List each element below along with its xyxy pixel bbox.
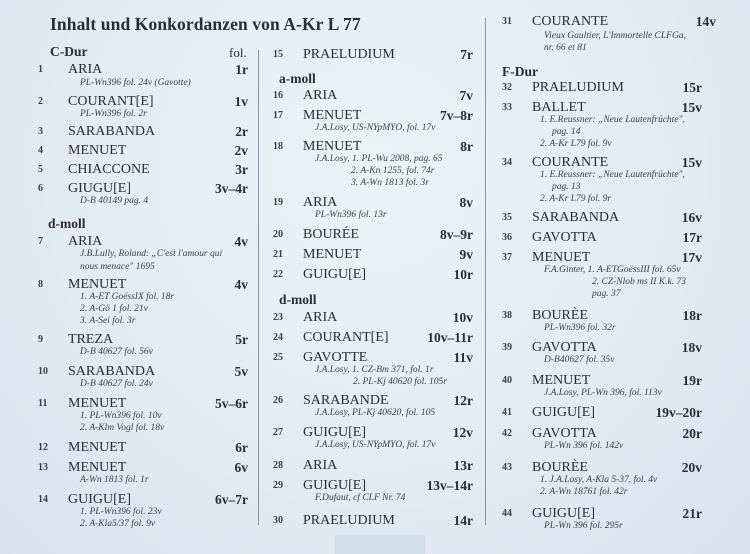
entry-folio: 17r [682,230,702,245]
entry-number: 31 [502,16,512,27]
entry-number: 5 [38,164,43,175]
entry-title: COURANT[E] [303,330,389,345]
entry-folio: 12r [453,393,473,408]
entry-folio: 5r [235,332,248,347]
entry-folio: 18v [681,340,702,355]
entry-concordance: 3. A-Wn 1813 fol. 3r [351,178,429,188]
entry-title: ARIA [303,310,338,325]
entry-title: TREZA [68,332,114,347]
entry-number: 28 [273,460,283,471]
entry-number: 10 [38,366,48,377]
entry-concordance: 2. PL-Kj 40620 fol. 105r [353,377,447,387]
entry-folio: 19v–20r [655,405,702,420]
key-heading-a-moll: a-moll [279,71,316,86]
key-heading-f-dur: F-Dur [502,64,538,79]
entry-folio: 10v [452,310,473,325]
entry-number: 32 [502,82,512,93]
entry-concordance: nous menace" 1695 [80,262,155,272]
entry-title: COURANTE [532,155,609,170]
entry-number: 41 [502,407,512,418]
entry-folio: 15v [681,155,702,170]
entry-concordance: 1. A-ET GoëssIX fol. 18r [80,292,175,302]
entry-concordance: A-Wn 1813 fol. 1r [80,475,149,485]
entry-number: 17 [273,110,283,121]
entry-concordance: D-B 40627 fol. 24v [80,379,153,389]
entry-folio: 11v [453,350,473,365]
entry-number: 8 [38,279,43,290]
entry-concordance: pag. 13 [552,182,581,192]
entry-number: 1 [38,64,43,75]
entry-title: GAVOTTA [532,426,597,441]
entry-number: 35 [502,212,512,223]
entry-title: BOURÈE [532,460,588,475]
entry-folio: 8v–9r [440,227,473,242]
entry-title: GUIGU[E] [68,492,131,507]
entry-title: GAVOTTA [532,230,597,245]
entry-concordance: 2. A-Kn 1255, fol. 74r [351,166,435,176]
entry-number: 39 [502,342,512,353]
entry-number: 44 [502,508,512,519]
entry-concordance: J.B.Lully, Roland: „C'est l'amour qui [80,249,223,259]
entry-concordance: J.A.Losy, 1. CZ-Bm 371, fol. 1r [315,365,434,375]
entry-folio: 2v [234,143,248,158]
entry-title: GUIGU[E] [532,506,595,521]
entry-concordance: F.A.Ginter, 1. A-ETGoëssIII fol. 65v [544,265,681,275]
entry-concordance: PL-Wn 396 fol. 295r [544,521,623,531]
entry-folio: 1v [234,94,248,109]
entry-number: 22 [273,269,283,280]
entry-number: 29 [273,480,283,491]
entry-folio: 14r [453,513,473,528]
entry-title: ARIA [68,62,103,77]
entry-concordance: PL-Wn 396 fol. 142v [544,441,624,451]
entry-folio: 10r [453,267,473,282]
entry-folio: 20r [682,426,702,441]
entry-concordance: pag. 37 [592,289,621,299]
entry-title: MENUET [68,396,127,411]
entry-title: SARABANDA [68,124,156,139]
entry-folio: 8r [460,139,473,154]
entry-concordance: nr. 66 et 81 [544,43,587,53]
entry-title: GUIGU[E] [532,405,595,420]
entry-title: MENUET [68,440,127,455]
entry-folio: 7v [459,88,473,103]
entry-concordance: F.Dufaut, cf CLF Nr. 74 [315,493,406,503]
entry-number: 18 [273,141,283,152]
entry-concordance: D-B 40627 fol. 56v [80,347,153,357]
entry-title: ARIA [303,458,338,473]
entry-title: BOURÈE [532,308,588,323]
entry-number: 33 [502,102,512,113]
entry-number: 13 [38,462,48,473]
entry-concordance: 1. PL-Wn396 fol. 23v [80,507,162,517]
entry-folio: 4v [234,277,248,292]
entry-folio: 6r [235,440,248,455]
entry-title: BOURÉE [303,227,359,242]
entry-number: 4 [38,145,43,156]
page-title: Inhalt und Konkordanzen von A-Kr L 77 [50,14,361,34]
folio-column-header: fol. [229,45,247,60]
entry-title: MENUET [532,250,591,265]
entry-number: 26 [273,395,283,406]
entry-number: 30 [273,515,283,526]
entry-title: ARIA [303,195,338,210]
entry-title: BALLET [532,100,586,115]
entry-number: 21 [273,249,283,260]
entry-number: 19 [273,197,283,208]
entry-folio: 5v [234,364,248,379]
entry-folio: 21r [682,506,702,521]
entry-concordance: PL-Wn396 fol. 24v (Gavotte) [80,78,191,88]
entry-concordance: PL-Wn396 fol. 13r [315,210,387,220]
entry-concordance: PL-Wn396 fol. 32r [544,323,616,333]
entry-number: 16 [273,90,283,101]
entry-title: ARIA [303,88,338,103]
entry-concordance: J.A.Losy, US-NYpMYO, fol. 17v [315,440,436,450]
entry-concordance: 1. J.A.Losy, A-Kla 5-37, fol. 4v [540,475,658,485]
entry-number: 15 [273,49,283,60]
key-heading-c-dur: C-Dur [50,44,88,59]
entry-title: MENUET [532,373,591,388]
entry-title: SARABANDE [303,393,389,408]
entry-number: 6 [38,183,43,194]
entry-title: GAVOTTE [303,350,368,365]
entry-concordance: PL-Wn396 fol. 2r [80,109,147,119]
column-divider [258,50,259,525]
entry-folio: 5v–6r [215,396,248,411]
entry-concordance: D-B 40149 pag. 4 [80,196,149,206]
entry-folio: 2r [235,124,248,139]
entry-title: COURANT[E] [68,94,154,109]
entry-folio: 14v [695,14,716,29]
entry-number: 24 [273,332,283,343]
entry-concordance: 2. A-Wn 18761 fol. 42r [540,487,628,497]
entry-folio: 15v [681,100,702,115]
entry-number: 12 [38,442,48,453]
entry-folio: 9v [459,247,473,262]
entry-concordance: 1. E.Reussner: „Neue Lautenfrüchte", [540,170,685,180]
entry-title: GUIGU[E] [303,267,366,282]
entry-folio: 19r [682,373,702,388]
entry-concordance: 2. CZ-Nlob ms II K.k. 73 [592,277,686,287]
entry-title: GAVOTTA [532,340,597,355]
entry-number: 2 [38,96,43,107]
entry-concordance: 1. PL-Wn396 fol. 10v [80,411,162,421]
entry-title: CHIACCONE [68,162,150,177]
entry-title: GUIGU[E] [303,478,366,493]
entry-folio: 13r [453,458,473,473]
entry-number: 9 [38,334,43,345]
entry-concordance: 2. A-Gö 1 fol. 21v [80,304,148,314]
entry-folio: 18r [682,308,702,323]
entry-title: MENUET [303,139,362,154]
entry-concordance: J.A.Losy, 1. PL-Wu 2008, pag. 65 [315,154,443,164]
entry-concordance: D-B40627 fol. 35v [544,355,615,365]
entry-concordance: J.A.Losy, PL-Kj 40620, fol. 105 [315,408,436,418]
entry-title: GUIGU[E] [303,425,366,440]
entry-number: 40 [502,375,512,386]
entry-title: ARIA [68,234,103,249]
entry-title: MENUET [303,108,362,123]
entry-concordance: 1. E.Reussner: „Neue Lautenfrüchte", [540,115,685,125]
entry-title: MENUET [68,277,127,292]
entry-title: SARABANDA [68,364,156,379]
entry-folio: 17v [681,250,702,265]
entry-number: 43 [502,462,512,473]
entry-folio: 3r [235,162,248,177]
entry-concordance: 3. A-Sei fol. 3r [80,316,136,326]
entry-number: 7 [38,236,43,247]
entry-number: 25 [273,352,283,363]
entry-number: 34 [502,157,512,168]
entry-title: GIUGU[E] [68,181,131,196]
entry-folio: 4v [234,234,248,249]
entry-title: SARABANDA [532,210,620,225]
entry-number: 3 [38,126,43,137]
key-heading-d-moll: d-moll [48,216,86,231]
entry-number: 20 [273,229,283,240]
entry-number: 23 [273,312,283,323]
entry-folio: 16v [681,210,702,225]
entry-folio: 6v [234,460,248,475]
entry-concordance: Vieux Gaultier, L'Immortelle CLFGa, [544,31,686,41]
key-heading-d-moll: d-moll [279,292,317,307]
entry-folio: 10v–11r [427,330,473,345]
entry-concordance: pag. 14 [552,127,581,137]
entry-concordance: 2. A-Kr L79 fol. 9v [540,139,612,149]
entry-concordance: J.A.Losy, PL-Wn 396, fol. 113v [544,388,662,398]
entry-number: 27 [273,427,283,438]
entry-folio: 15r [682,80,702,95]
entry-folio: 1r [235,62,248,77]
entry-folio: 12v [452,425,473,440]
background-smudge [335,535,425,554]
column-divider [485,18,486,525]
entry-concordance: 2. A-Klm Vogl fol. 18v [80,423,165,433]
entry-folio: 7v–8r [440,108,473,123]
entry-number: 36 [502,232,512,243]
entry-title: MENUET [68,460,127,475]
entry-concordance: J.A.Losy, US-NYpMYO, fol. 17v [315,123,436,133]
entry-folio: 13v–14r [426,478,473,493]
entry-number: 42 [502,428,512,439]
entry-number: 37 [502,252,512,263]
entry-number: 38 [502,310,512,321]
entry-title: MENUET [68,143,127,158]
entry-title: PRAELUDIUM [303,47,395,62]
entry-folio: 6v–7r [215,492,248,507]
entry-title: COURANTE [532,14,609,29]
entry-folio: 7r [460,47,473,62]
entry-folio: 3v–4r [215,181,248,196]
entry-concordance: 2. A-Kla5/37 fol. 9v [80,519,156,529]
entry-folio: 8v [459,195,473,210]
entry-number: 11 [38,398,48,409]
entry-title: MENUET [303,247,362,262]
entry-concordance: 2. A-Kr L79 fol. 9r [540,194,612,204]
entry-number: 14 [38,494,48,505]
entry-title: PRAELUDIUM [532,80,624,95]
entry-title: PRAELUDIUM [303,513,395,528]
entry-folio: 20v [681,460,702,475]
